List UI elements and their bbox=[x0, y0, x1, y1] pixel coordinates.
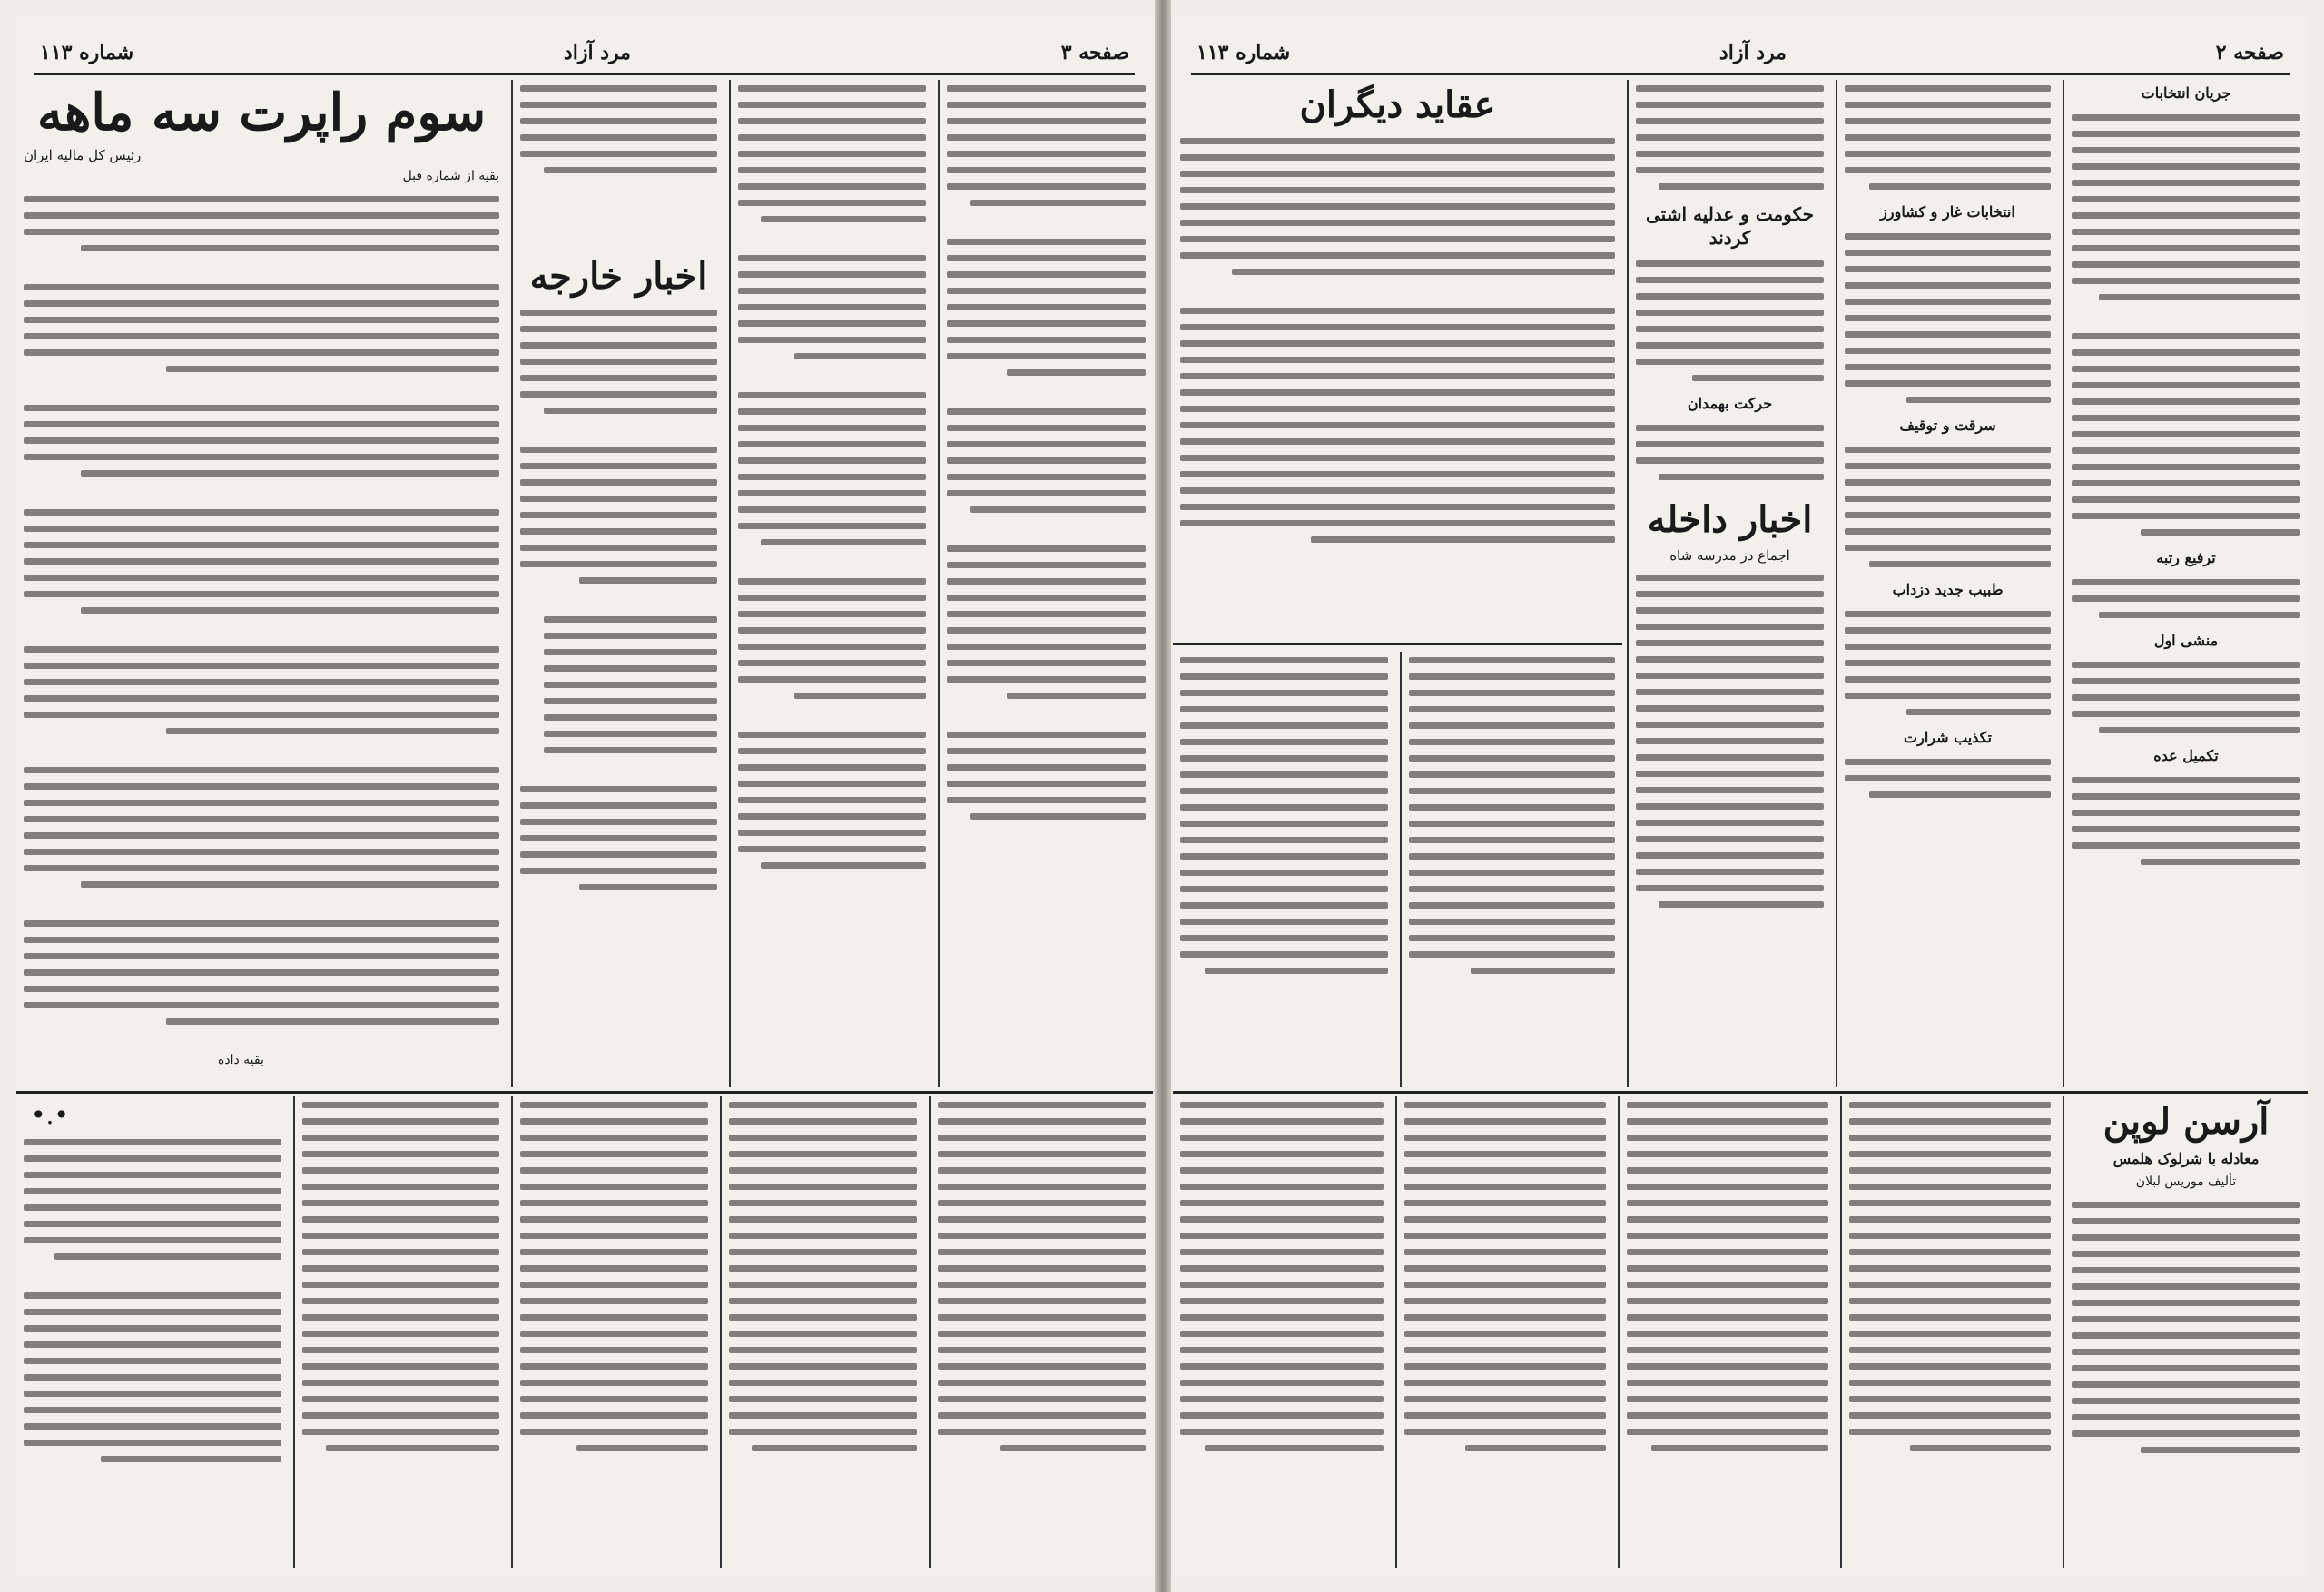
foreign-news-title: اخبار خارجه bbox=[529, 255, 708, 298]
opinions-title: عقاید دیگران bbox=[1299, 84, 1496, 126]
left-serial-col-4 bbox=[720, 1096, 924, 1568]
foreign-news-body bbox=[520, 304, 717, 890]
domestic-news-mid-body bbox=[1636, 255, 1824, 381]
column-head-6: تکذیب شرارت bbox=[1904, 729, 1992, 746]
left-serial-col-3 bbox=[511, 1096, 715, 1568]
news-column-r3-bottom bbox=[1845, 605, 2051, 715]
serial-author: تألیف موریس لبلان bbox=[2135, 1174, 2237, 1189]
right-issue-number: شماره ۱۱۳ bbox=[1196, 41, 1291, 64]
right-lower-col-1-body bbox=[1180, 652, 1388, 974]
lead-article-body bbox=[24, 191, 499, 1025]
news-column-3-body bbox=[738, 80, 926, 869]
left-serial-col-2-body bbox=[302, 1096, 499, 1451]
elections-column bbox=[2063, 80, 2308, 1087]
left-masthead bbox=[34, 33, 1135, 75]
right-page-horizontal-rule bbox=[1173, 1091, 2308, 1094]
opinions-bottom-rule bbox=[1173, 643, 1622, 645]
column-head-2: حکومت و عدلیه اشتی کردند bbox=[1646, 203, 1814, 249]
column-head-5: طبیب جدید دزداب bbox=[1892, 581, 2004, 598]
lead-article-title: سوم راپرت سه ماهه bbox=[36, 83, 487, 142]
right-page bbox=[1173, 16, 2308, 1577]
left-serial-col-5-body bbox=[938, 1096, 1146, 1451]
news-column-r3-low bbox=[1845, 441, 2051, 567]
left-serial-col-1-body bbox=[24, 1134, 281, 1462]
column-head-7: ترفیع رتبه bbox=[2156, 549, 2216, 566]
lead-article-column bbox=[16, 80, 507, 1087]
left-paper-name: مرد آزاد bbox=[563, 41, 631, 64]
column-head-8: منشی اول bbox=[2153, 632, 2219, 649]
right-lower-col-1 bbox=[1173, 652, 1395, 1087]
right-page-number: صفحه ۲ bbox=[2215, 41, 2284, 64]
left-serial-col-4-body bbox=[729, 1096, 917, 1451]
domestic-news-body bbox=[1636, 569, 1824, 908]
ornament-dots: •.• bbox=[31, 1100, 69, 1130]
serial-continued-note: بقیه داده bbox=[218, 1053, 264, 1067]
left-page bbox=[16, 16, 1153, 1577]
column-head-9: تکمیل عده bbox=[2153, 747, 2219, 764]
right-serial-col-1 bbox=[1173, 1096, 1391, 1568]
right-serial-col-3 bbox=[1618, 1096, 1836, 1568]
left-serial-col-5 bbox=[929, 1096, 1153, 1568]
opinions-column bbox=[1173, 80, 1622, 643]
binding-gutter bbox=[1155, 0, 1171, 1592]
left-issue-number: شماره ۱۱۳ bbox=[40, 41, 134, 64]
foreign-news-column bbox=[511, 80, 724, 1087]
right-serial-col-4-body bbox=[1849, 1096, 2051, 1451]
serial-subtitle: معادله با شرلوک هلمس bbox=[2112, 1150, 2260, 1167]
news-column-r3 bbox=[1836, 80, 2058, 1087]
lead-article-note: بقیه از شماره قبل bbox=[402, 169, 499, 183]
right-serial-col-2 bbox=[1395, 1096, 1613, 1568]
left-serial-col-3-body bbox=[520, 1096, 708, 1451]
right-serial-col-2-body bbox=[1404, 1096, 1606, 1451]
news-column-4-body bbox=[947, 80, 1146, 820]
serial-title-body bbox=[2072, 1196, 2300, 1453]
opinions-body bbox=[1180, 133, 1615, 543]
column-head-3: سرقت و توقیف bbox=[1899, 417, 1996, 434]
news-column-r3-end bbox=[1845, 753, 2051, 798]
right-serial-col-1-body bbox=[1180, 1096, 1384, 1451]
right-masthead bbox=[1191, 33, 2290, 75]
right-serial-col-4 bbox=[1840, 1096, 2058, 1568]
elections-body bbox=[2072, 109, 2300, 536]
domestic-news-title: اخبار داخله bbox=[1647, 498, 1813, 541]
domestic-news-column bbox=[1627, 80, 1831, 1087]
news-column-3 bbox=[729, 80, 933, 1087]
right-lower-col-2-body bbox=[1409, 652, 1615, 974]
elections-body-2 bbox=[2072, 574, 2300, 618]
column-head-1: انتخابات غار و کشاورز bbox=[1880, 203, 2015, 221]
news-column-r3-mid bbox=[1845, 228, 2051, 403]
domestic-news-top-body bbox=[1636, 80, 1824, 190]
foreign-news-top-body bbox=[520, 80, 717, 173]
domestic-news-subtitle: اجماع در مدرسه شاه bbox=[1669, 547, 1790, 564]
serial-title: آرسن لوپن bbox=[2102, 1100, 2270, 1143]
left-page-horizontal-rule bbox=[16, 1091, 1153, 1094]
news-column-4 bbox=[938, 80, 1153, 1087]
domestic-news-mid2-body bbox=[1636, 419, 1824, 480]
right-paper-name: مرد آزاد bbox=[1718, 41, 1787, 64]
column-head-0: جریان انتخابات bbox=[2141, 84, 2231, 102]
lead-article-subtitle: رئیس کل مالیه ایران bbox=[24, 147, 142, 163]
left-serial-col-1 bbox=[16, 1096, 289, 1568]
right-lower-col-2 bbox=[1400, 652, 1622, 1087]
serial-title-column bbox=[2063, 1096, 2308, 1568]
left-serial-col-2 bbox=[293, 1096, 507, 1568]
elections-body-3 bbox=[2072, 656, 2300, 733]
column-head-4: حرکت بهمدان bbox=[1687, 395, 1773, 412]
right-serial-col-3-body bbox=[1627, 1096, 1828, 1451]
news-column-r3-top bbox=[1845, 80, 2051, 190]
left-page-number: صفحه ۳ bbox=[1060, 41, 1129, 64]
elections-body-4 bbox=[2072, 771, 2300, 865]
